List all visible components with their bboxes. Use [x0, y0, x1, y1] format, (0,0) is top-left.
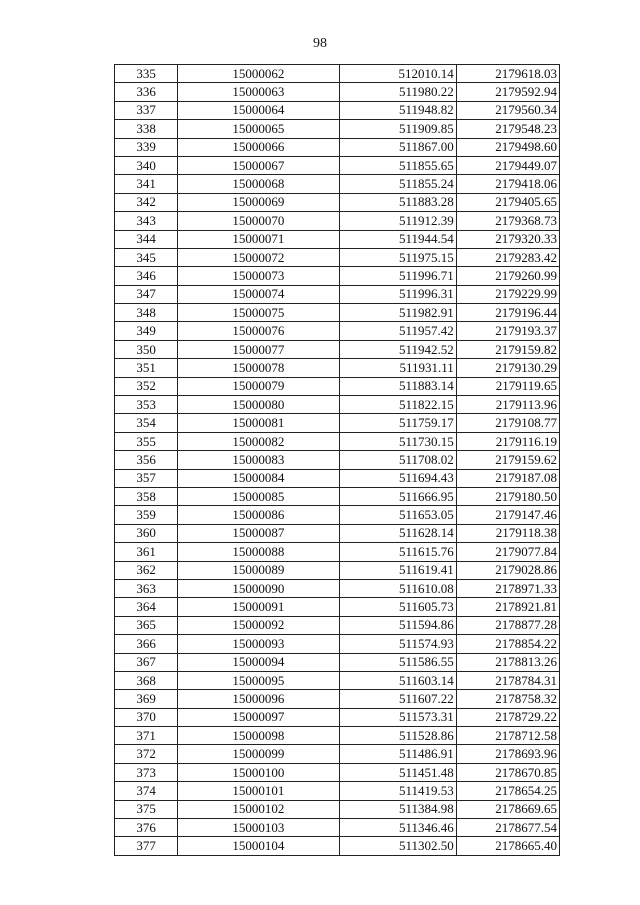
- point-number-cell: 355: [115, 432, 178, 450]
- x-coordinate-cell: 511980.22: [339, 83, 456, 101]
- y-coordinate-cell: 2179130.29: [456, 359, 559, 377]
- y-coordinate-cell: 2178677.54: [456, 819, 559, 837]
- point-number-cell: 367: [115, 653, 178, 671]
- x-coordinate-cell: 511996.71: [339, 267, 456, 285]
- point-number-cell: 338: [115, 120, 178, 138]
- table-row: [115, 487, 560, 505]
- x-coordinate-cell: 511948.82: [339, 101, 456, 119]
- point-number-cell: 349: [115, 322, 178, 340]
- point-number-cell: 353: [115, 396, 178, 414]
- x-coordinate-cell: 511574.93: [339, 635, 456, 653]
- point-number-cell: 366: [115, 635, 178, 653]
- y-coordinate-cell: 2178784.31: [456, 671, 559, 689]
- table-row: [115, 101, 560, 119]
- y-coordinate-cell: 2178665.40: [456, 837, 559, 855]
- point-number-cell: 347: [115, 285, 178, 303]
- table-row: [115, 65, 560, 83]
- point-id-cell: 15000086: [178, 506, 339, 524]
- y-coordinate-cell: 2179229.99: [456, 285, 559, 303]
- y-coordinate-cell: 2178669.65: [456, 800, 559, 818]
- x-coordinate-cell: 511607.22: [339, 690, 456, 708]
- x-coordinate-cell: 511708.02: [339, 451, 456, 469]
- x-coordinate-cell: 511867.00: [339, 138, 456, 156]
- y-coordinate-cell: 2178670.85: [456, 763, 559, 781]
- point-id-cell: 15000080: [178, 396, 339, 414]
- y-coordinate-cell: 2179405.65: [456, 193, 559, 211]
- point-number-cell: 372: [115, 745, 178, 763]
- table-row: [115, 193, 560, 211]
- x-coordinate-cell: 511957.42: [339, 322, 456, 340]
- y-coordinate-cell: 2178854.22: [456, 635, 559, 653]
- point-number-cell: 343: [115, 212, 178, 230]
- point-id-cell: 15000083: [178, 451, 339, 469]
- point-id-cell: 15000073: [178, 267, 339, 285]
- point-number-cell: 342: [115, 193, 178, 211]
- table-row: [115, 120, 560, 138]
- y-coordinate-cell: 2179116.19: [456, 432, 559, 450]
- point-id-cell: 15000075: [178, 304, 339, 322]
- point-number-cell: 337: [115, 101, 178, 119]
- table-row: [115, 248, 560, 266]
- table-row: [115, 708, 560, 726]
- y-coordinate-cell: 2179196.44: [456, 304, 559, 322]
- x-coordinate-cell: 511619.41: [339, 561, 456, 579]
- x-coordinate-cell: 511730.15: [339, 432, 456, 450]
- point-number-cell: 364: [115, 598, 178, 616]
- table-row: [115, 745, 560, 763]
- y-coordinate-cell: 2179118.38: [456, 524, 559, 542]
- point-id-cell: 15000093: [178, 635, 339, 653]
- point-number-cell: 360: [115, 524, 178, 542]
- point-number-cell: 345: [115, 248, 178, 266]
- x-coordinate-cell: 512010.14: [339, 65, 456, 83]
- table-row: [115, 671, 560, 689]
- table-row: [115, 524, 560, 542]
- x-coordinate-cell: 511883.28: [339, 193, 456, 211]
- point-number-cell: 363: [115, 579, 178, 597]
- y-coordinate-cell: 2179498.60: [456, 138, 559, 156]
- x-coordinate-cell: 511610.08: [339, 579, 456, 597]
- x-coordinate-cell: 511942.52: [339, 340, 456, 358]
- x-coordinate-cell: 511855.24: [339, 175, 456, 193]
- x-coordinate-cell: 511486.91: [339, 745, 456, 763]
- point-number-cell: 371: [115, 727, 178, 745]
- table-row: [115, 83, 560, 101]
- table-row: [115, 432, 560, 450]
- point-number-cell: 351: [115, 359, 178, 377]
- x-coordinate-cell: 511605.73: [339, 598, 456, 616]
- x-coordinate-cell: 511419.53: [339, 782, 456, 800]
- point-id-cell: 15000074: [178, 285, 339, 303]
- y-coordinate-cell: 2179028.86: [456, 561, 559, 579]
- table-row: [115, 156, 560, 174]
- point-id-cell: 15000071: [178, 230, 339, 248]
- x-coordinate-cell: 511666.95: [339, 487, 456, 505]
- point-number-cell: 376: [115, 819, 178, 837]
- point-id-cell: 15000067: [178, 156, 339, 174]
- point-id-cell: 15000079: [178, 377, 339, 395]
- point-number-cell: 373: [115, 763, 178, 781]
- table-row: [115, 616, 560, 634]
- y-coordinate-cell: 2178654.25: [456, 782, 559, 800]
- x-coordinate-cell: 511628.14: [339, 524, 456, 542]
- point-id-cell: 15000072: [178, 248, 339, 266]
- table-row: [115, 469, 560, 487]
- table-row: [115, 727, 560, 745]
- x-coordinate-cell: 511694.43: [339, 469, 456, 487]
- point-number-cell: 335: [115, 65, 178, 83]
- table-row: [115, 359, 560, 377]
- page-number: 98: [313, 36, 327, 51]
- table-row: [115, 800, 560, 818]
- point-id-cell: 15000102: [178, 800, 339, 818]
- x-coordinate-cell: 511528.86: [339, 727, 456, 745]
- point-number-cell: 368: [115, 671, 178, 689]
- point-id-cell: 15000094: [178, 653, 339, 671]
- table-row: [115, 230, 560, 248]
- point-number-cell: 375: [115, 800, 178, 818]
- point-id-cell: 15000070: [178, 212, 339, 230]
- point-number-cell: 336: [115, 83, 178, 101]
- x-coordinate-cell: 511931.11: [339, 359, 456, 377]
- point-number-cell: 365: [115, 616, 178, 634]
- point-id-cell: 15000069: [178, 193, 339, 211]
- table-row: [115, 819, 560, 837]
- y-coordinate-cell: 2179159.82: [456, 340, 559, 358]
- y-coordinate-cell: 2179187.08: [456, 469, 559, 487]
- x-coordinate-cell: 511451.48: [339, 763, 456, 781]
- x-coordinate-cell: 511384.98: [339, 800, 456, 818]
- point-id-cell: 15000091: [178, 598, 339, 616]
- y-coordinate-cell: 2179260.99: [456, 267, 559, 285]
- point-number-cell: 374: [115, 782, 178, 800]
- table-row: [115, 304, 560, 322]
- x-coordinate-cell: 511594.86: [339, 616, 456, 634]
- point-number-cell: 377: [115, 837, 178, 855]
- x-coordinate-cell: 511653.05: [339, 506, 456, 524]
- point-number-cell: 357: [115, 469, 178, 487]
- table-row: [115, 267, 560, 285]
- point-id-cell: 15000066: [178, 138, 339, 156]
- x-coordinate-cell: 511944.54: [339, 230, 456, 248]
- y-coordinate-cell: 2179283.42: [456, 248, 559, 266]
- x-coordinate-cell: 511615.76: [339, 543, 456, 561]
- point-number-cell: 354: [115, 414, 178, 432]
- point-id-cell: 15000095: [178, 671, 339, 689]
- point-number-cell: 340: [115, 156, 178, 174]
- table-row: [115, 561, 560, 579]
- x-coordinate-cell: 511759.17: [339, 414, 456, 432]
- table-row: [115, 837, 560, 855]
- point-number-cell: 362: [115, 561, 178, 579]
- table-row: [115, 396, 560, 414]
- point-number-cell: 370: [115, 708, 178, 726]
- point-id-cell: 15000085: [178, 487, 339, 505]
- table-row: [115, 543, 560, 561]
- table-row: [115, 322, 560, 340]
- point-number-cell: 339: [115, 138, 178, 156]
- point-number-cell: 352: [115, 377, 178, 395]
- point-number-cell: 346: [115, 267, 178, 285]
- table-row: [115, 653, 560, 671]
- y-coordinate-cell: 2178729.22: [456, 708, 559, 726]
- point-id-cell: 15000089: [178, 561, 339, 579]
- point-number-cell: 361: [115, 543, 178, 561]
- y-coordinate-cell: 2179418.06: [456, 175, 559, 193]
- y-coordinate-cell: 2179108.77: [456, 414, 559, 432]
- x-coordinate-cell: 511586.55: [339, 653, 456, 671]
- point-id-cell: 15000078: [178, 359, 339, 377]
- table-row: [115, 635, 560, 653]
- y-coordinate-cell: 2178921.81: [456, 598, 559, 616]
- table-row: [115, 451, 560, 469]
- point-id-cell: 15000090: [178, 579, 339, 597]
- point-number-cell: 359: [115, 506, 178, 524]
- point-number-cell: 358: [115, 487, 178, 505]
- coordinates-table-body: [115, 65, 560, 856]
- x-coordinate-cell: 511883.14: [339, 377, 456, 395]
- point-id-cell: 15000068: [178, 175, 339, 193]
- y-coordinate-cell: 2178758.32: [456, 690, 559, 708]
- x-coordinate-cell: 511996.31: [339, 285, 456, 303]
- y-coordinate-cell: 2179548.23: [456, 120, 559, 138]
- point-id-cell: 15000076: [178, 322, 339, 340]
- x-coordinate-cell: 511302.50: [339, 837, 456, 855]
- table-row: [115, 782, 560, 800]
- y-coordinate-cell: 2179449.07: [456, 156, 559, 174]
- y-coordinate-cell: 2179592.94: [456, 83, 559, 101]
- y-coordinate-cell: 2178693.96: [456, 745, 559, 763]
- point-number-cell: 348: [115, 304, 178, 322]
- table-row: [115, 175, 560, 193]
- coordinates-table: [114, 64, 560, 856]
- table-row: [115, 212, 560, 230]
- y-coordinate-cell: 2179368.73: [456, 212, 559, 230]
- y-coordinate-cell: 2179180.50: [456, 487, 559, 505]
- point-id-cell: 15000062: [178, 65, 339, 83]
- point-id-cell: 15000065: [178, 120, 339, 138]
- point-id-cell: 15000100: [178, 763, 339, 781]
- y-coordinate-cell: 2179618.03: [456, 65, 559, 83]
- table-row: [115, 579, 560, 597]
- table-row: [115, 138, 560, 156]
- x-coordinate-cell: 511975.15: [339, 248, 456, 266]
- y-coordinate-cell: 2179560.34: [456, 101, 559, 119]
- point-id-cell: 15000084: [178, 469, 339, 487]
- y-coordinate-cell: 2179113.96: [456, 396, 559, 414]
- point-number-cell: 341: [115, 175, 178, 193]
- point-id-cell: 15000101: [178, 782, 339, 800]
- point-id-cell: 15000081: [178, 414, 339, 432]
- table-row: [115, 414, 560, 432]
- point-number-cell: 344: [115, 230, 178, 248]
- table-row: [115, 285, 560, 303]
- y-coordinate-cell: 2179320.33: [456, 230, 559, 248]
- x-coordinate-cell: 511573.31: [339, 708, 456, 726]
- y-coordinate-cell: 2179077.84: [456, 543, 559, 561]
- table-row: [115, 598, 560, 616]
- table-row: [115, 690, 560, 708]
- point-id-cell: 15000103: [178, 819, 339, 837]
- y-coordinate-cell: 2178877.28: [456, 616, 559, 634]
- table-row: [115, 377, 560, 395]
- point-id-cell: 15000088: [178, 543, 339, 561]
- table-row: [115, 506, 560, 524]
- point-id-cell: 15000096: [178, 690, 339, 708]
- point-number-cell: 369: [115, 690, 178, 708]
- point-number-cell: 350: [115, 340, 178, 358]
- y-coordinate-cell: 2178813.26: [456, 653, 559, 671]
- x-coordinate-cell: 511603.14: [339, 671, 456, 689]
- point-id-cell: 15000092: [178, 616, 339, 634]
- y-coordinate-cell: 2178971.33: [456, 579, 559, 597]
- point-id-cell: 15000063: [178, 83, 339, 101]
- point-id-cell: 15000064: [178, 101, 339, 119]
- x-coordinate-cell: 511346.46: [339, 819, 456, 837]
- x-coordinate-cell: 511822.15: [339, 396, 456, 414]
- x-coordinate-cell: 511855.65: [339, 156, 456, 174]
- x-coordinate-cell: 511909.85: [339, 120, 456, 138]
- y-coordinate-cell: 2179147.46: [456, 506, 559, 524]
- point-number-cell: 356: [115, 451, 178, 469]
- y-coordinate-cell: 2179159.62: [456, 451, 559, 469]
- y-coordinate-cell: 2178712.58: [456, 727, 559, 745]
- point-id-cell: 15000099: [178, 745, 339, 763]
- point-id-cell: 15000077: [178, 340, 339, 358]
- point-id-cell: 15000104: [178, 837, 339, 855]
- x-coordinate-cell: 511982.91: [339, 304, 456, 322]
- point-id-cell: 15000097: [178, 708, 339, 726]
- y-coordinate-cell: 2179119.65: [456, 377, 559, 395]
- table-row: [115, 340, 560, 358]
- point-id-cell: 15000082: [178, 432, 339, 450]
- point-id-cell: 15000098: [178, 727, 339, 745]
- x-coordinate-cell: 511912.39: [339, 212, 456, 230]
- point-id-cell: 15000087: [178, 524, 339, 542]
- y-coordinate-cell: 2179193.37: [456, 322, 559, 340]
- table-row: [115, 763, 560, 781]
